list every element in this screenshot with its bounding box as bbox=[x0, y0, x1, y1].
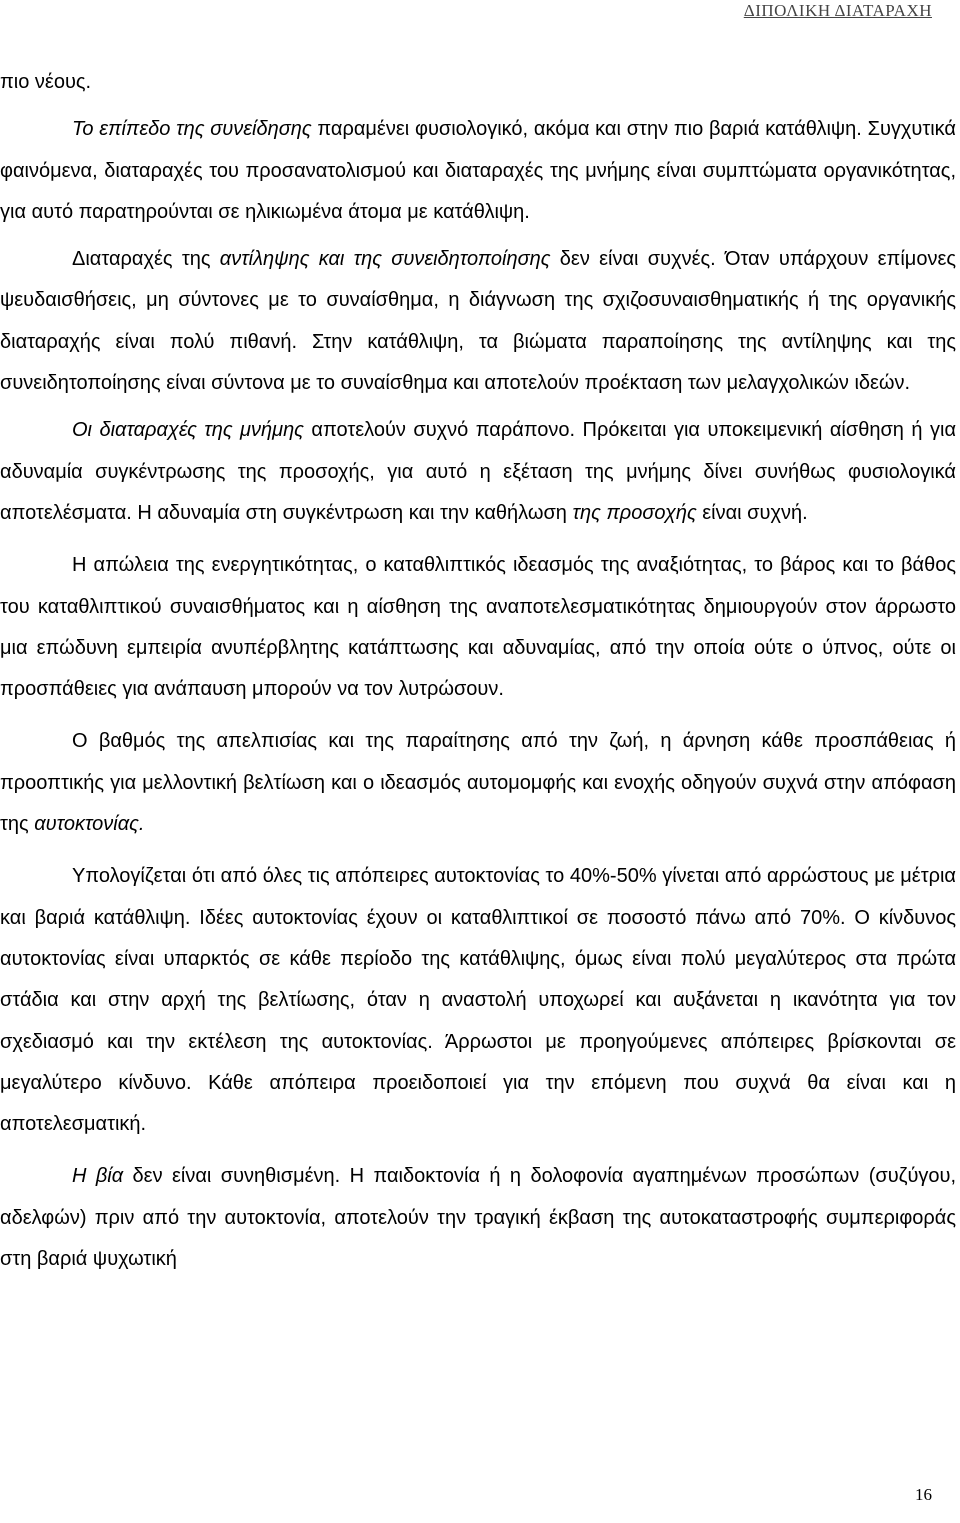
text-run: είναι συχνή. bbox=[696, 501, 808, 524]
text-run: Η απώλεια της ενεργητικότητας, ο καταθλιπτικός ιδεασμός της αναξιότητας, το βάρος και το βάθος του καταθλιπτικού συναισθήματος και η αίσθηση της αναποτελεσματικότητας δημιουργούν στον άρρωστο μια επώδυνη εμπειρία ανυπέρβλητης κατάπτωσης και αδυναμίας, από την οποία ούτε ο ύπνος, ούτε οι προσπάθειες για ανάπαυση μπορούν να τον λυτρώσουν. bbox=[0, 554, 956, 701]
italic-term: Η βία bbox=[72, 1165, 124, 1188]
paragraph-4 bbox=[0, 410, 956, 534]
text-run: δεν είναι συνηθισμένη. Η παιδοκτονία ή η δολοφονία αγαπημένων προσώπων (συζύγου, αδελφών) πριν από την αυτοκτονία, αποτελούν την τραγική έκβαση της αυτοκαταστροφής συμπεριφοράς στη βαριά ψυχωτική bbox=[0, 1165, 957, 1271]
italic-term: αντίληψης και της συνειδητοποίησης bbox=[219, 248, 551, 271]
text-run: πιο νέους. bbox=[0, 71, 92, 93]
text-run: παραμένει φυσιολογικό, ακόμα και στην πιο βαριά κατάθλιψη. Συγχυτικά φαινόμενα, διαταραχές του προσανατολισμού και διαταραχές της μνήμης είναι συμπτώματα οργανικότητας, για αυτό παρατηρούνται σε ηλικιωμένα άτομα με κατάθλιψη. bbox=[0, 118, 956, 223]
text-run: δεν είναι συχνές. Όταν υπάρχουν επίμονες ψευδαισθήσεις, μη σύντονες με το συναίσθημα, η διάγνωση της σχιζοσυναισθηματικής ή της οργανικής διαταραχής είναι πολύ πιθανή. Στην κατάθλιψη, τα βιώματα παραποίησης της αντίληψης και της συνειδητοποίησης είναι σύντονα με το συναίσθημα και αποτελούν προέκταση των μελαγχολικών ιδεών. bbox=[0, 248, 957, 395]
paragraph-1 bbox=[0, 62, 956, 103]
paragraph-5 bbox=[0, 545, 956, 710]
italic-term: αυτοκτονίας. bbox=[34, 813, 145, 836]
italic-term: Το επίπεδο της συνείδησης bbox=[72, 118, 312, 141]
text-run: αποτελούν συχνό παράπονο. Πρόκειται για υποκειμενική αίσθηση ή για αδυναμία συγκέντρωσης της προσοχής, για αυτό η εξέταση της μνήμης δίνει συνήθως φυσιολογικά αποτελέσματα. Η αδυναμία στη συγκέντρωση και την καθήλωση bbox=[0, 419, 956, 524]
paragraph-8 bbox=[0, 1156, 956, 1280]
paragraph-6 bbox=[0, 721, 956, 845]
text-run: Ο βαθμός της απελπισίας και της παραίτησης από την ζωή, η άρνηση κάθε προσπάθειας ή προοπτικής για μελλοντική βελτίωση και ο ιδεασμός αυτομομφής και ενοχής οδηγούν συχνά στην απόφαση της bbox=[0, 730, 956, 836]
document-body bbox=[0, 62, 956, 1280]
page-number: 16 bbox=[915, 1485, 932, 1504]
paragraph-7 bbox=[0, 856, 956, 1145]
paragraph-3 bbox=[0, 239, 956, 404]
text-run: Διαταραχές της bbox=[72, 248, 220, 271]
running-header: ΔΙΠΟΛΙΚΗ ΔΙΑΤΑΡΑΧΗ bbox=[743, 1, 932, 20]
italic-term: της προσοχής bbox=[572, 501, 697, 524]
paragraph-2 bbox=[0, 109, 956, 233]
italic-term: Οι διαταραχές της μνήμης bbox=[72, 419, 304, 442]
text-run: Υπολογίζεται ότι από όλες τις απόπειρες αυτοκτονίας το 40%-50% γίνεται από αρρώστους με μέτρια και βαριά κατάθλιψη. Ιδέες αυτοκτονίας έχουν οι καταθλιπτικοί σε ποσοστό πάνω από 70%. Ο κίνδυνος αυτοκτονίας είναι υπαρκτός σε κάθε περίοδο της κατάθλιψης, όμως είναι πολύ μεγαλύτερος στα πρώτα στάδια και στην αρχή της βελτίωσης, όταν η αναστολή υποχωρεί και αυξάνεται η ικανότητα για τον σχεδιασμό και την εκτέλεση της αυτοκτονίας. Άρρωστοι με προηγούμενες απόπειρες βρίσκονται σε μεγαλύτερο κίνδυνο. Κάθε απόπειρα προειδοποιεί για την επόμενη που συχνά θα είναι και η αποτελεσματική. bbox=[0, 865, 956, 1136]
